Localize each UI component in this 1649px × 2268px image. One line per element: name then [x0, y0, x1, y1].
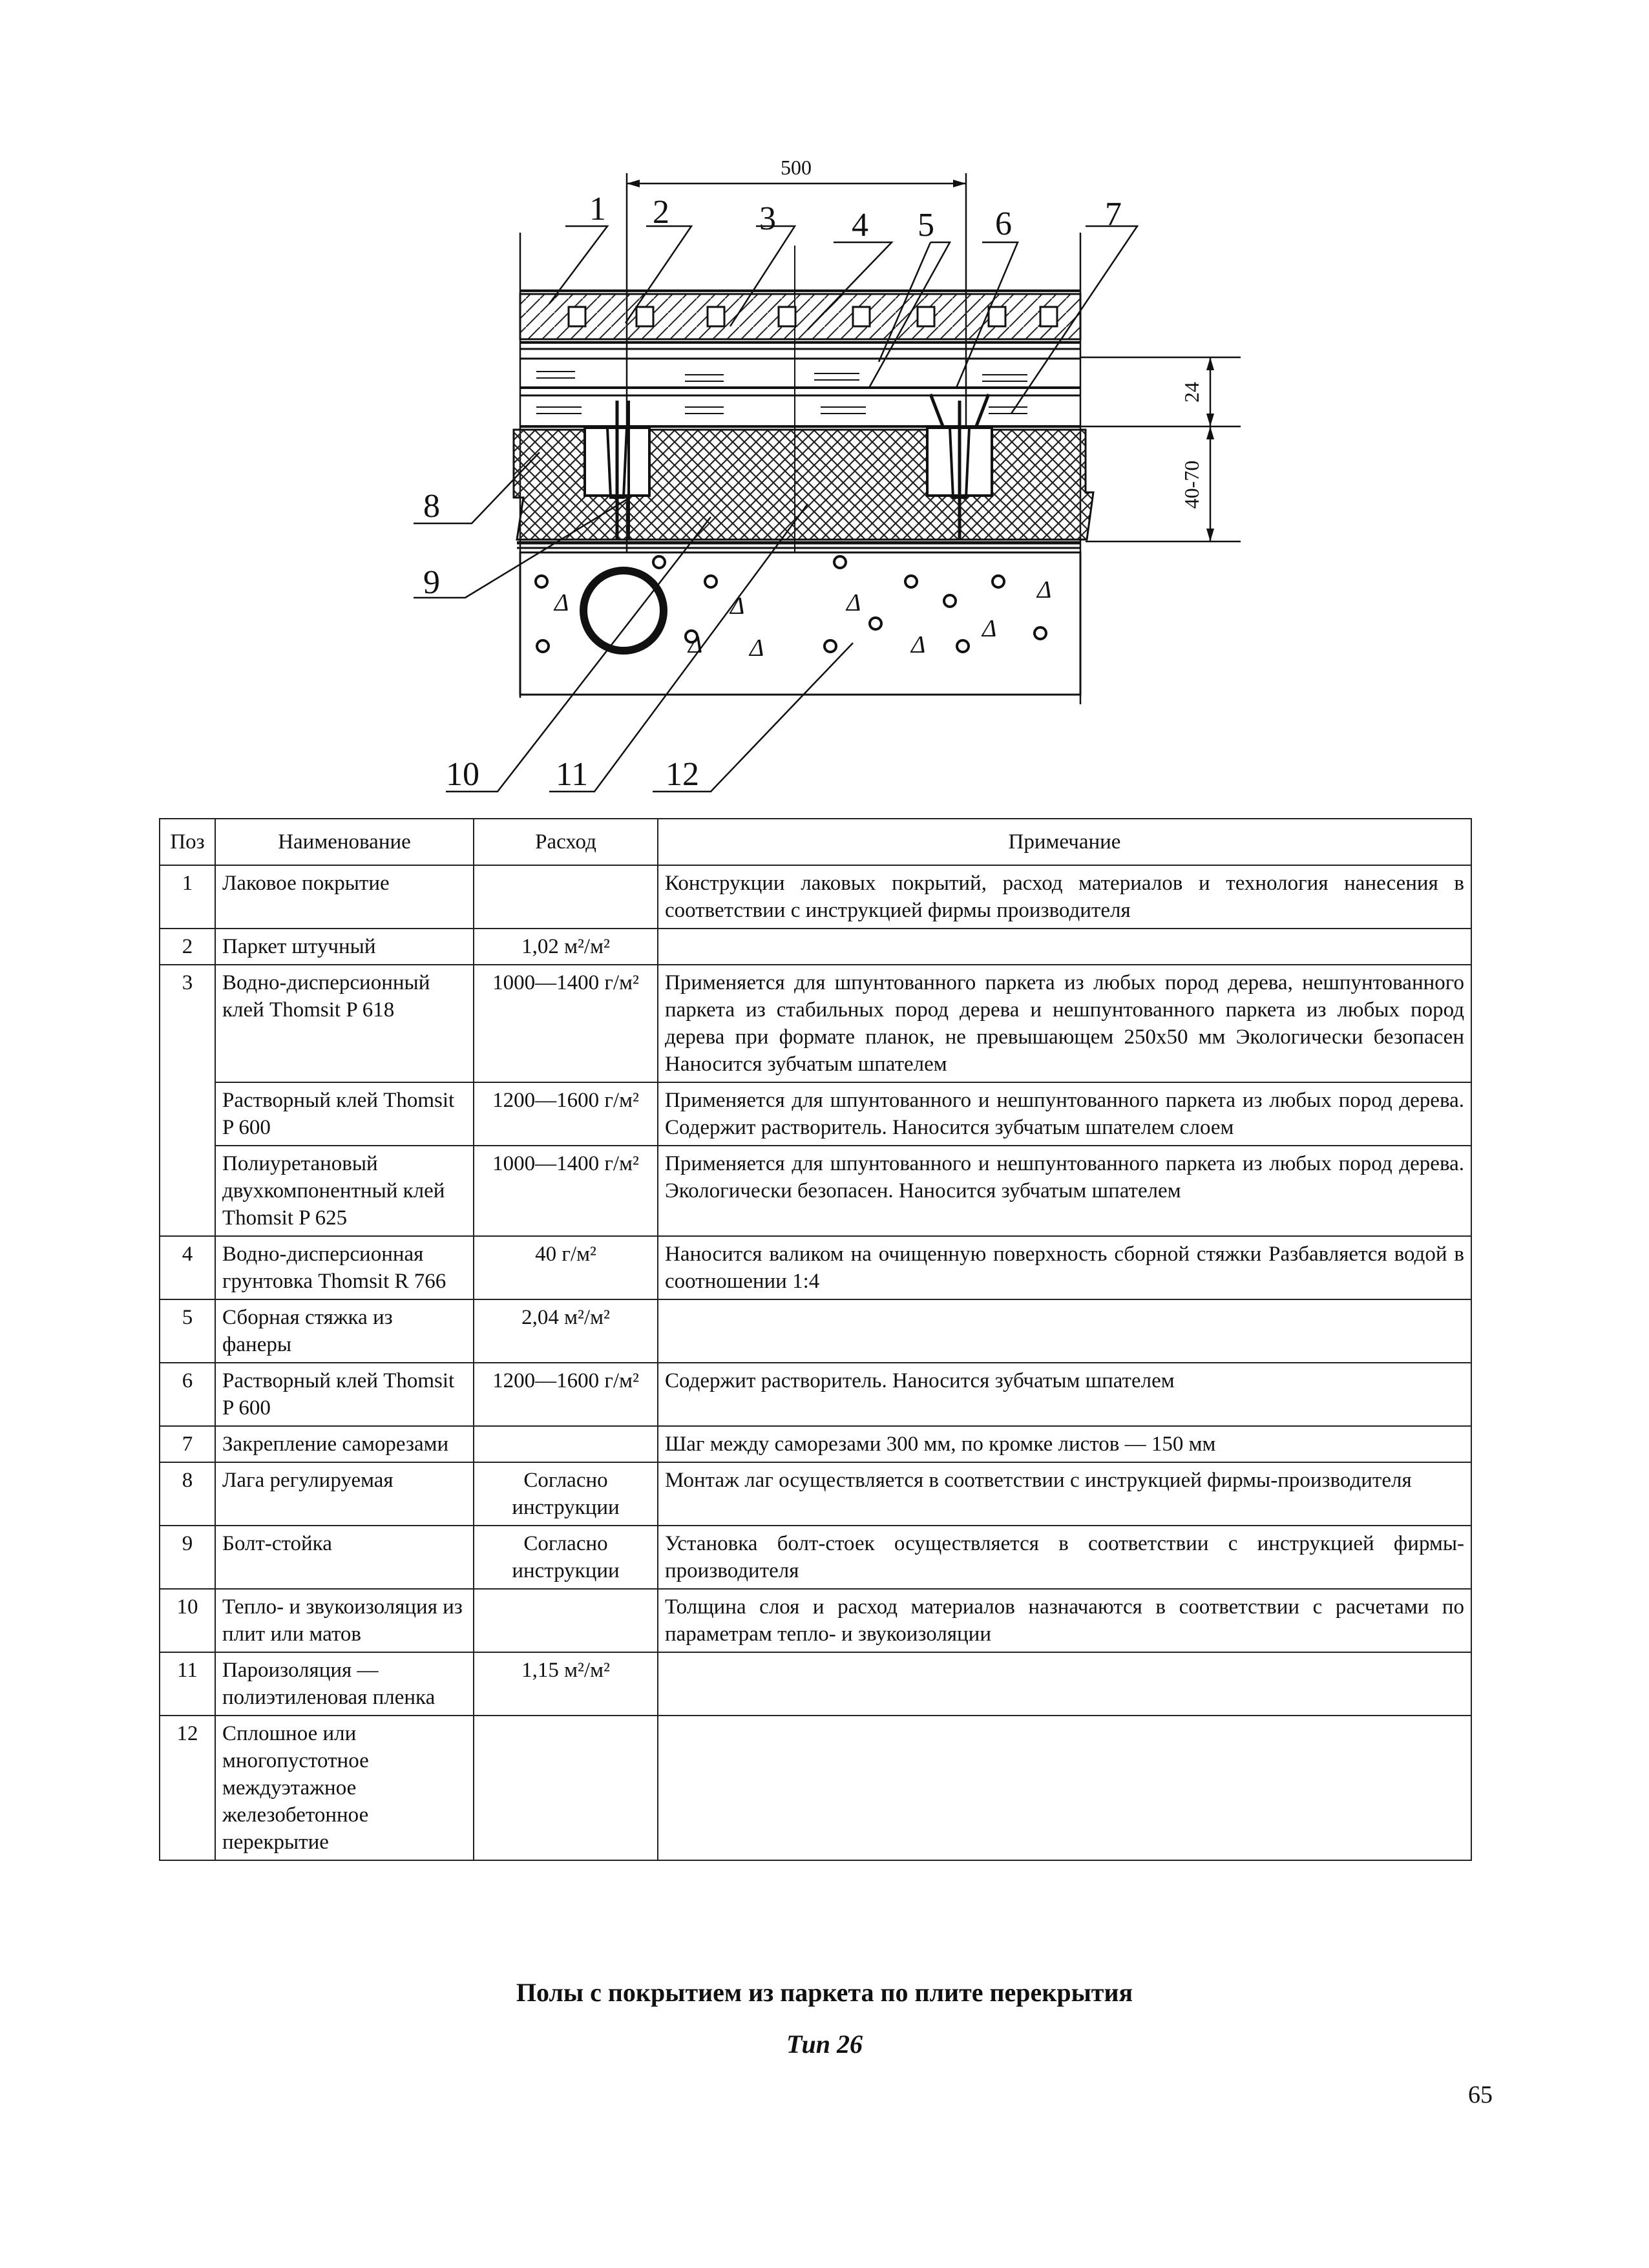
header-name: Наименование	[215, 819, 474, 865]
callout-4: 4	[852, 207, 868, 244]
cell-name: Сборная стяжка из фанеры	[215, 1299, 474, 1363]
cell-pos: 12	[160, 1716, 215, 1860]
cell-name: Растворный клей Thomsit P 600	[215, 1082, 474, 1146]
cell-name: Водно-дисперсионная грунтовка Thomsit R 766	[215, 1236, 474, 1299]
callout-5: 5	[918, 207, 934, 244]
concrete-slab	[520, 552, 1080, 695]
table-row	[160, 865, 1471, 929]
cell-note: Применяется для шпунтованного и нешпунтованного паркета из любых пород дерева. Содержит растворитель. Наносится зубчатым шпателем слоем	[658, 1082, 1471, 1146]
cell-note: Монтаж лаг осуществляется в соответствии с инструкцией фирмы-производителя	[658, 1462, 1471, 1526]
type-label: Тип 26	[786, 2030, 863, 2059]
cell-rate: 1,15 м²/м²	[474, 1652, 658, 1716]
cell-name: Полиуретановый двухкомпонентный клей Thomsit P 625	[215, 1146, 474, 1236]
cell-name: Водно-дисперсионный клей Thomsit P 618	[215, 965, 474, 1082]
table-row	[160, 929, 1471, 965]
callout-8: 8	[423, 488, 440, 525]
cell-rate	[474, 1716, 658, 1860]
table-row	[160, 1299, 1471, 1363]
cell-pos: 11	[160, 1652, 215, 1716]
cell-pos: 3	[160, 965, 215, 1236]
callout-6: 6	[995, 205, 1012, 242]
callout-1: 1	[589, 191, 606, 227]
cell-rate: 2,04 м²/м²	[474, 1299, 658, 1363]
cell-note: Конструкции лаковых покрытий, расход материалов и технология нанесения в соответствии с инструкцией фирмы производителя	[658, 865, 1471, 929]
callout-7: 7	[1105, 196, 1122, 233]
dimension-layer-label: 24	[1180, 382, 1203, 403]
callout-2: 2	[653, 194, 669, 231]
table-row	[160, 1652, 1471, 1716]
dimension-insulation-label: 40-70	[1180, 460, 1203, 509]
cell-rate: 1200—1600 г/м²	[474, 1363, 658, 1426]
cell-name: Растворный клей Thomsit P 600	[215, 1363, 474, 1426]
cell-pos: 5	[160, 1299, 215, 1363]
svg-text:Δ: Δ	[750, 635, 764, 662]
svg-text:Δ: Δ	[730, 593, 745, 620]
dimension-vertical	[1080, 357, 1241, 541]
cell-pos: 6	[160, 1363, 215, 1426]
cell-note: Наносится валиком на очищенную поверхность сборной стяжки Разбавляется водой в соотношении 1:4	[658, 1236, 1471, 1299]
table-row	[160, 965, 1471, 1082]
callout-12: 12	[666, 756, 699, 793]
cell-name: Лаковое покрытие	[215, 865, 474, 929]
page-number: 65	[1468, 2081, 1493, 2108]
svg-text:Δ: Δ	[982, 615, 997, 642]
cell-pos: 10	[160, 1589, 215, 1652]
cell-name: Паркет штучный	[215, 929, 474, 965]
table-row	[160, 1462, 1471, 1526]
table-row	[160, 1082, 1471, 1146]
cell-pos: 8	[160, 1462, 215, 1526]
cell-note	[658, 1299, 1471, 1363]
header-rate: Расход	[474, 819, 658, 865]
cell-pos: 1	[160, 865, 215, 929]
callout-9: 9	[423, 564, 440, 601]
dimension-width-label: 500	[781, 156, 812, 179]
table-row	[160, 1426, 1471, 1462]
cell-rate: 1000—1400 г/м²	[474, 1146, 658, 1236]
plywood-screed-layer	[520, 359, 1080, 426]
cell-note: Толщина слоя и расход материалов назначаются в соответствии с расчетами по параметрам тепло- и звукоизоляции	[658, 1589, 1471, 1652]
cell-note: Установка болт-стоек осуществляется в соответствии с инструкцией фирмы-производителя	[658, 1526, 1471, 1589]
callout-11: 11	[556, 756, 589, 793]
cell-pos: 9	[160, 1526, 215, 1589]
cell-name: Закрепление саморезами	[215, 1426, 474, 1462]
cell-name: Болт-стойка	[215, 1526, 474, 1589]
cell-pos: 4	[160, 1236, 215, 1299]
cell-name: Тепло- и звукоизоляция из плит или матов	[215, 1589, 474, 1652]
table-row	[160, 1236, 1471, 1299]
cell-note	[658, 1652, 1471, 1716]
cell-rate	[474, 1589, 658, 1652]
table-row	[160, 1526, 1471, 1589]
callout-10: 10	[446, 756, 479, 793]
svg-text:Δ: Δ	[846, 589, 861, 616]
svg-text:Δ: Δ	[911, 631, 926, 658]
parquet-layer	[520, 291, 1080, 349]
cell-rate: 1,02 м²/м²	[474, 929, 658, 965]
floor-section-drawing	[362, 142, 1305, 801]
figure-caption: Полы с покрытием из паркета по плите перекрытия	[516, 1978, 1133, 2007]
cell-name: Лага регулируемая	[215, 1462, 474, 1526]
cell-rate: Согласно инструкции	[474, 1462, 658, 1526]
header-pos: Поз	[160, 819, 215, 865]
table-row	[160, 1589, 1471, 1652]
cell-rate: 1000—1400 г/м²	[474, 965, 658, 1082]
cell-rate	[474, 1426, 658, 1462]
cell-note	[658, 929, 1471, 965]
cell-note: Содержит растворитель. Наносится зубчатым шпателем	[658, 1363, 1471, 1426]
cell-rate	[474, 865, 658, 929]
cell-note: Применяется для шпунтованного и нешпунтованного паркета из любых пород дерева. Экологически безопасен. Наносится зубчатым шпателем	[658, 1146, 1471, 1236]
cell-rate: 1200—1600 г/м²	[474, 1082, 658, 1146]
cell-note: Применяется для шпунтованного паркета из любых пород дерева, нешпунтованного паркета из стабильных пород дерева и нешпунтованного паркета из любых пород дерева при формате планок, не превышающем 250х50 мм Экологически безопасен Наносится зубчатым шпателем	[658, 965, 1471, 1082]
table-header-row	[160, 819, 1471, 865]
cell-pos: 7	[160, 1426, 215, 1462]
table-row	[160, 1716, 1471, 1860]
table-row	[160, 1363, 1471, 1426]
cell-rate: 40 г/м²	[474, 1236, 658, 1299]
cell-name: Сплошное или многопустотное междуэтажное железобетонное перекрытие	[215, 1716, 474, 1860]
svg-text:Δ: Δ	[1037, 576, 1052, 604]
header-note: Примечание	[658, 819, 1471, 865]
cell-name: Пароизоляция — полиэтиленовая пленка	[215, 1652, 474, 1716]
specification-table	[159, 818, 1472, 1861]
cell-rate: Согласно инструкции	[474, 1526, 658, 1589]
cell-note	[658, 1716, 1471, 1860]
svg-text:Δ: Δ	[554, 589, 569, 616]
cell-pos: 2	[160, 929, 215, 965]
callout-3: 3	[759, 200, 776, 237]
svg-text:Δ: Δ	[688, 631, 703, 658]
table-row	[160, 1146, 1471, 1236]
cell-note: Шаг между саморезами 300 мм, по кромке листов — 150 мм	[658, 1426, 1471, 1462]
